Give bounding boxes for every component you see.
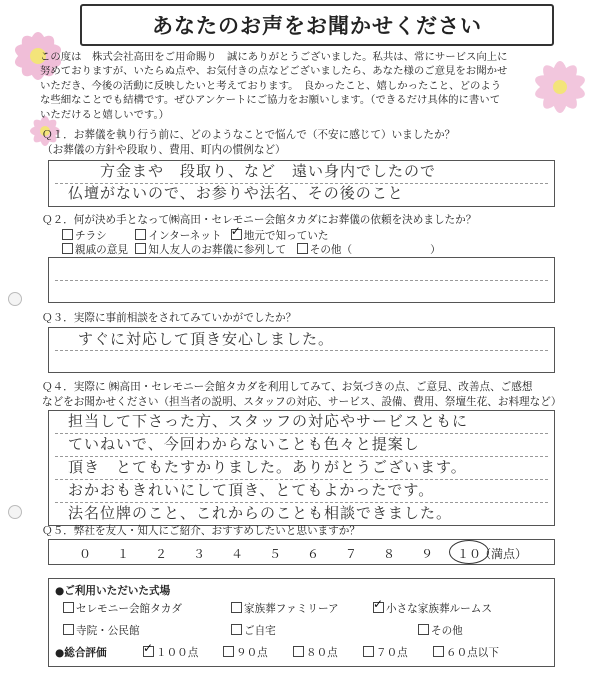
q1-answer-line: 方金まや 段取り、など 遠い身内でしたので [100,162,437,180]
scale-value[interactable]: ０ [79,547,92,561]
q2-options-row2 [62,242,441,257]
q2-option[interactable] [297,242,427,257]
q3-answer: すぐに対応して頂き安心しました。 [78,330,335,348]
intro-line: いただき、今後の活動に反映したいと考えております。 良かったこと、嬉しかったこと、どのよう [40,79,502,92]
rating-option[interactable] [223,645,268,660]
venue-option-label: 家族葬ファミリーア [244,603,339,615]
scale-value[interactable]: １ [117,547,130,561]
q1-answer-line: 仏壇がないので、お参りや法名、その後のこと [68,184,404,202]
q2-option-label: 知人友人のお葬儀に参列して [148,244,287,256]
rating-option[interactable] [143,645,198,660]
scale-value[interactable]: ８ [383,547,396,561]
checkbox[interactable] [135,229,146,240]
q2-option-label: インターネット [148,230,222,242]
punch-hole-bottom [8,505,22,519]
checkbox[interactable] [433,646,444,657]
intro-line: この度は 株式会社高田をご用命賜り 誠にありがとうございました。私共は、常にサービス向上に [40,51,508,63]
scale-value-selected[interactable]: １０ [457,547,482,561]
scale-value[interactable]: ６ [307,547,320,561]
q2-option[interactable] [62,228,132,243]
rating-row [55,645,550,659]
checkbox[interactable] [135,243,146,254]
venue-option[interactable] [63,623,140,638]
q2-option-label: その他（ [309,244,353,256]
intro-line: 努めておりますが、いたらぬ点や、お気付きの点などございましたら、あなた様のご意見をお聞かせ [40,65,508,78]
scale-value[interactable]: ３ [193,547,206,561]
q1-question: Ｑ１．お葬儀を執り行う前に、どのようなことで悩んで（不安に感じて）いましたか？ [42,129,456,141]
q4-answer-line: 頂き とてもたすかりました。ありがとうございます。 [68,458,467,476]
checkbox[interactable] [63,602,74,613]
checkbox[interactable] [223,646,234,657]
scale-value[interactable]: ２ [155,547,168,561]
scale-value[interactable]: ４ [231,547,244,561]
q4-subtext: などをお聞かせください（担当者の説明、スタッフの対応、サービス、設備、費用、祭壇生花、お料理など） [42,396,562,408]
rating-option[interactable] [363,645,408,660]
venue-option-label: ご自宅 [244,625,276,637]
intro-text [40,50,565,122]
venue-options-row1 [63,601,543,615]
rating-option[interactable] [293,645,338,660]
scale-value[interactable]: ７ [345,547,358,561]
q2-question: Ｑ２．何が決め手となって㈱高田・セレモニー会館タカダにお葬儀の依頼を決めましたか？ [42,214,477,226]
bottom-section [48,578,555,667]
rating-option-label: １００点 [156,647,199,659]
q1-subtext: （お葬儀の方針や段取り、費用、町内の慣例など） [42,144,286,156]
q2-option-label: 地元で知っていた [243,230,329,242]
q4-answer-line: ていねいで、今回わからないことも色々と提案し [68,435,420,453]
checkbox[interactable] [231,624,242,635]
venue-option-label: 小さな家族葬ルームス [386,603,492,615]
scale-value[interactable]: ５ [269,547,282,561]
scale-max-suffix: （満点） [479,547,528,561]
q2-answer-box[interactable] [48,257,555,303]
q2-option[interactable] [135,228,227,243]
venue-option[interactable] [63,601,182,616]
venue-option[interactable] [231,623,276,638]
checkbox[interactable] [297,243,308,254]
q5-scale [48,539,555,565]
venue-option-label: 寺院・公民館 [76,625,140,637]
checkbox[interactable] [62,243,73,254]
selected-circle [449,540,489,564]
q4-answer-line: おかおもきれいにして頂き、とてもよかったです。 [68,481,435,499]
rating-option[interactable] [433,645,499,660]
q2-option-label: 親戚の意見 [75,244,128,256]
page-title: あなたのお声をお聞かせください [80,4,554,46]
rating-heading: ●総合評価 [55,647,107,659]
checkbox[interactable] [363,646,374,657]
checkbox-checked[interactable] [231,229,242,240]
rating-option-label: ８０点 [306,647,338,659]
checkbox[interactable] [293,646,304,657]
venue-option[interactable] [418,623,463,638]
q2-option-label: チラシ [75,230,107,242]
rating-option-label: ７０点 [376,647,408,659]
q4-question: Ｑ４．実際に ㈱高田・セレモニー会館タカダを利用してみて、お気づきの点、ご意見、改善点、ご感想 [42,381,533,393]
punch-hole-top [8,292,22,306]
checkbox-checked[interactable] [143,646,154,657]
checkbox[interactable] [418,624,429,635]
q3-question: Ｑ３．実際に事前相談をされてみていかがでしたか？ [42,312,297,324]
q2-option[interactable] [135,242,293,257]
venue-option-label: その他 [431,625,463,637]
venue-options-row2 [63,623,543,637]
q2-options-row1 [62,228,329,243]
q2-other-close: ） [430,244,441,256]
checkbox[interactable] [63,624,74,635]
scale-value[interactable]: ９ [421,547,434,561]
venue-option[interactable] [231,601,339,616]
rating-option-label: ６０点以下 [446,647,499,659]
q4-answer-line: 担当して下さった方、スタッフの対応やサービスともに [68,412,469,430]
intro-line: な些細なことでも結構です。ぜひアンケートにご協力をお願いします。（できるだけ具体的に書いて [40,94,501,107]
venue-option[interactable] [373,601,492,616]
checkbox-checked[interactable] [373,602,384,613]
rating-option-label: ９０点 [236,647,268,659]
venue-option-label: セレモニー会館タカダ [76,603,182,615]
q5-question: Ｑ５．弊社を友人・知人にご紹介、おすすめしたいと思いますか？ [42,525,360,537]
venue-heading: ●ご利用いただいた式場 [55,585,171,597]
checkbox[interactable] [62,229,73,240]
q4-answer-line: 法名位牌のこと、これからのことも相談できました。 [68,504,453,522]
q2-option[interactable] [231,228,329,243]
q2-option[interactable] [62,242,132,257]
checkbox[interactable] [231,602,242,613]
intro-line: いただけると嬉しいです。） [40,108,170,121]
